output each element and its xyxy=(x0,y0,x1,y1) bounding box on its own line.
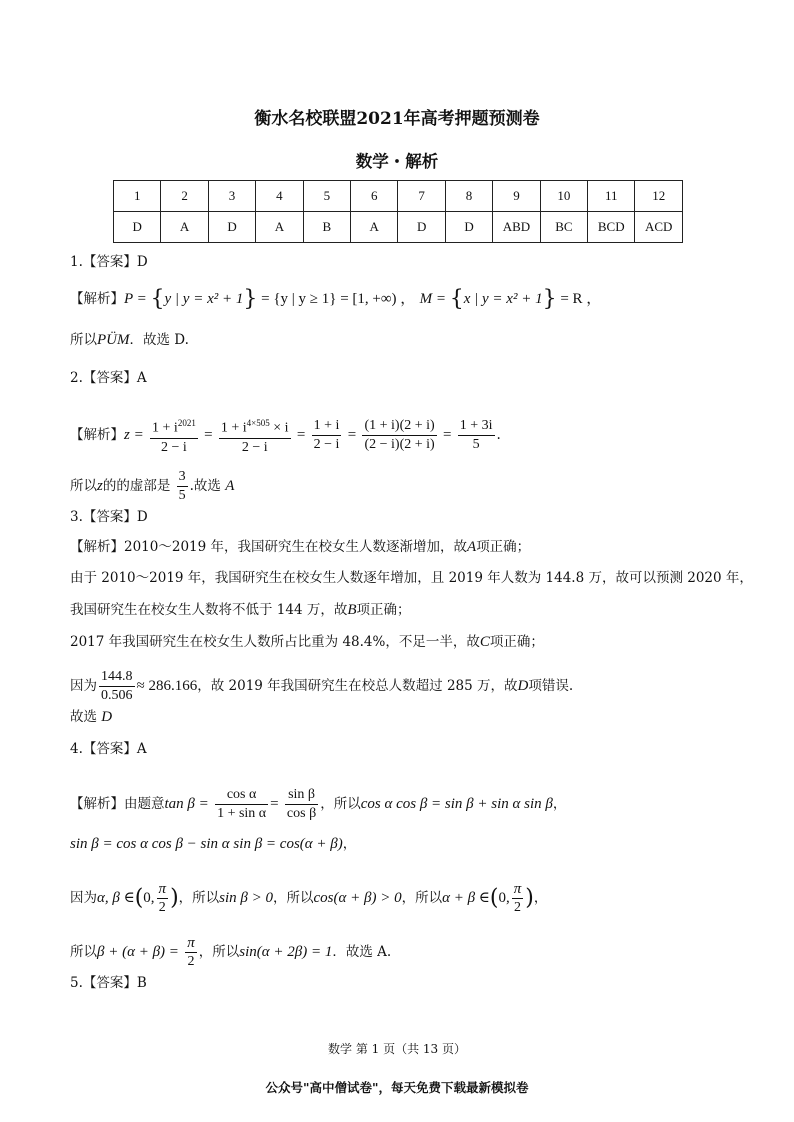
question-number: 8 xyxy=(445,181,492,212)
numerator: π xyxy=(187,935,195,951)
math-expr: ≈ 286.166 xyxy=(136,678,198,694)
text: 项错误. xyxy=(528,678,574,694)
math-expr: = {y | y ≥ 1} = [1, +∞) ， xyxy=(257,291,416,307)
text: ， xyxy=(552,796,567,812)
text: 我国研究生在校女生人数将不低于 144 万，故 xyxy=(70,602,348,618)
math-expr: 0, xyxy=(143,890,155,906)
q1-solution-line-2 xyxy=(70,330,189,350)
numerator: 3 xyxy=(178,469,186,484)
q2-answer: 2.【答案】A xyxy=(70,370,147,386)
text: ，所以 xyxy=(198,944,240,960)
option-letter: D xyxy=(101,709,113,725)
math-expr: y | y = x² + 1 xyxy=(164,291,244,307)
fraction xyxy=(285,786,318,823)
math-expr: sin β > 0 xyxy=(219,890,274,906)
paren-right: ) xyxy=(525,885,534,911)
math-expr: 0, xyxy=(498,890,510,906)
fraction xyxy=(362,417,436,454)
math-expr: cos α cos β = sin β + sin α sin β xyxy=(360,796,553,812)
option-letter: A xyxy=(467,539,477,555)
answer-cell: BC xyxy=(540,212,587,243)
answer-table-answer-row xyxy=(114,212,683,243)
solution-label: 【解析】 xyxy=(70,291,124,307)
text: 【解析】2010～2019 年，我国研究生在校女生人数逐渐增加，故 xyxy=(70,539,468,555)
page-footer: 数学 第 1 页（共 13 页） xyxy=(328,1042,466,1056)
q3-answer: 3.【答案】D xyxy=(70,509,148,525)
text: ，所以 xyxy=(320,796,361,812)
numerator: π xyxy=(513,881,522,897)
fraction xyxy=(99,668,135,705)
q3-solution-line-5 xyxy=(70,668,573,705)
q4-solution-line-2 xyxy=(70,834,356,854)
numerator: 144.8 xyxy=(101,669,133,684)
q3-solution-line-1 xyxy=(70,537,530,557)
math-expr: sin β = cos α cos β − sin α sin β = cos(α + β) xyxy=(70,836,343,852)
math-expr: z xyxy=(97,478,103,494)
paren-right: ) xyxy=(170,885,179,911)
math-expr: PÜM xyxy=(97,332,130,348)
question-number: 4 xyxy=(256,181,303,212)
fraction xyxy=(219,414,291,457)
equals-sign: = xyxy=(270,796,279,812)
fraction xyxy=(458,417,495,454)
text: ，所以 xyxy=(178,890,220,906)
denominator: 5 xyxy=(458,435,495,454)
q3-solution-line-4 xyxy=(70,632,544,652)
answer-cell: A xyxy=(161,212,208,243)
math-expr: α + β ∈ xyxy=(442,890,490,906)
math-expr: α, β ∈ xyxy=(97,890,135,906)
answer-cell: A xyxy=(256,212,303,243)
math-expr: z = xyxy=(124,426,144,443)
text: 所以 xyxy=(70,332,97,348)
q3-solution-line-6 xyxy=(70,707,112,727)
math-expr: A xyxy=(225,478,235,494)
equals-sign: = xyxy=(442,426,452,443)
text: ．故选 A. xyxy=(332,944,392,960)
text: 【解析】由题意 xyxy=(70,796,165,812)
denominator: 2 − i xyxy=(313,436,340,452)
equals-sign: = xyxy=(347,426,357,443)
math-expr: P = xyxy=(124,291,151,307)
q4-solution-line-4 xyxy=(70,934,391,971)
answer-cell: D xyxy=(398,212,445,243)
numerator: π xyxy=(158,881,167,897)
page-subtitle: 数学・解析 xyxy=(355,152,439,171)
page-title: 衡水名校联盟2021年高考押题预测卷 xyxy=(254,109,540,129)
text: 所以 xyxy=(70,944,97,960)
math-expr: = R ， xyxy=(556,291,602,307)
denominator: 2 xyxy=(512,898,524,917)
question-number: 3 xyxy=(208,181,255,212)
question-number: 12 xyxy=(635,181,683,212)
text: 项正确； xyxy=(489,634,544,650)
text: 因为 xyxy=(70,678,97,694)
q5-answer: 5.【答案】B xyxy=(70,975,147,991)
paren-left: ( xyxy=(489,885,499,911)
math-expr: sin(α + 2β) = 1 xyxy=(239,944,333,960)
answer-table xyxy=(113,180,683,243)
brace-left: { xyxy=(449,286,464,312)
question-number: 6 xyxy=(351,181,398,212)
answer-cell: ACD xyxy=(635,212,683,243)
math-expr: cos(α + β) > 0 xyxy=(313,890,402,906)
answer-cell: D xyxy=(114,212,161,243)
q4-solution-line-1 xyxy=(70,786,566,823)
numerator: 1 + 3i xyxy=(459,417,493,433)
question-number: 7 xyxy=(398,181,445,212)
text: 项正确； xyxy=(356,602,411,618)
q2-solution-line-1 xyxy=(70,414,501,457)
q4-answer: 4.【答案】A xyxy=(70,741,147,757)
numerator: cos α xyxy=(226,787,257,802)
text: 故选 xyxy=(70,709,97,725)
denominator: 1 + sin α xyxy=(217,806,267,821)
q3-solution-line-3 xyxy=(70,600,411,620)
question-number: 11 xyxy=(588,181,635,212)
brace-right: } xyxy=(542,286,557,312)
text: 的的虚部是 xyxy=(102,478,171,494)
denominator: (2 − i)(2 + i) xyxy=(364,436,435,452)
paren-left: ( xyxy=(134,885,144,911)
fraction xyxy=(312,417,342,454)
math-expr: β + (α + β) = xyxy=(97,944,179,960)
fraction xyxy=(215,786,268,823)
text: ，所以 xyxy=(401,890,443,906)
equals-sign: = xyxy=(296,426,306,443)
option-letter: B xyxy=(347,602,357,618)
denominator: cos β xyxy=(286,806,317,821)
fraction xyxy=(512,880,524,917)
q4-solution-line-3 xyxy=(70,880,547,917)
question-number: 5 xyxy=(303,181,350,212)
answer-cell: ABD xyxy=(493,212,540,243)
brace-left: { xyxy=(150,286,165,312)
denominator: 2 − i xyxy=(150,438,198,457)
math-expr: x | y = x² + 1 xyxy=(463,291,543,307)
denominator: 2 xyxy=(157,898,169,917)
question-number: 9 xyxy=(493,181,540,212)
exponent: 2021 xyxy=(177,418,196,428)
numerator: 1 + i xyxy=(313,417,340,433)
numerator: (1 + i)(2 + i) xyxy=(364,417,435,433)
math-expr: M = xyxy=(419,291,450,307)
promo-footer: 公众号"高中僧试卷"，每天免费下载最新模拟卷 xyxy=(265,1080,529,1095)
answer-cell: B xyxy=(303,212,350,243)
fraction xyxy=(157,880,169,917)
fraction xyxy=(150,414,198,457)
q3-solution-line-2: 由于 2010～2019 年，我国研究生在校女生人数逐年增加，且 2019 年人数为 144.8 万，故可以预测 2020 年， xyxy=(70,570,753,586)
text: ，故 2019 年我国研究生在校总人数超过 285 万，故 xyxy=(197,678,518,694)
fraction xyxy=(185,934,197,971)
text: 因为 xyxy=(70,890,97,906)
denominator: 2 − i xyxy=(219,438,291,457)
denominator: 0.506 xyxy=(101,688,133,703)
text: .故选 xyxy=(189,478,221,494)
text: 2017 年我国研究生在校女生人数所占比重为 48.4%，不足一半，故 xyxy=(70,634,480,650)
question-number: 2 xyxy=(161,181,208,212)
exponent: 4×505 xyxy=(246,418,270,428)
q2-solution-line-2 xyxy=(70,468,234,505)
numerator: sin β xyxy=(288,787,316,802)
text: ．故选 D. xyxy=(129,332,189,348)
option-letter: D xyxy=(517,678,529,694)
denominator: 2 xyxy=(185,952,197,971)
answer-table-header-row xyxy=(114,181,683,212)
q1-answer: 1.【答案】D xyxy=(70,254,148,270)
brace-right: } xyxy=(243,286,258,312)
numerator-tail: × i xyxy=(269,420,289,436)
question-number: 10 xyxy=(540,181,587,212)
math-expr: tan β = xyxy=(164,796,209,812)
question-number: 1 xyxy=(114,181,161,212)
answer-cell: D xyxy=(445,212,492,243)
option-letter: C xyxy=(479,634,490,650)
solution-label: 【解析】 xyxy=(70,426,124,443)
numerator: 1 + i xyxy=(220,420,247,436)
answer-cell: D xyxy=(208,212,255,243)
text: ，所以 xyxy=(273,890,314,906)
numerator: 1 + i xyxy=(152,420,178,436)
period: . xyxy=(496,426,501,443)
text: ， xyxy=(342,836,357,852)
answer-cell: BCD xyxy=(588,212,635,243)
fraction xyxy=(177,468,188,505)
equals-sign: = xyxy=(204,426,213,443)
denominator: 5 xyxy=(178,488,186,503)
text: 项正确； xyxy=(476,539,531,555)
answer-cell: A xyxy=(351,212,398,243)
text: 所以 xyxy=(70,478,97,494)
text: ， xyxy=(533,890,548,906)
q1-solution-line-1 xyxy=(70,286,602,312)
